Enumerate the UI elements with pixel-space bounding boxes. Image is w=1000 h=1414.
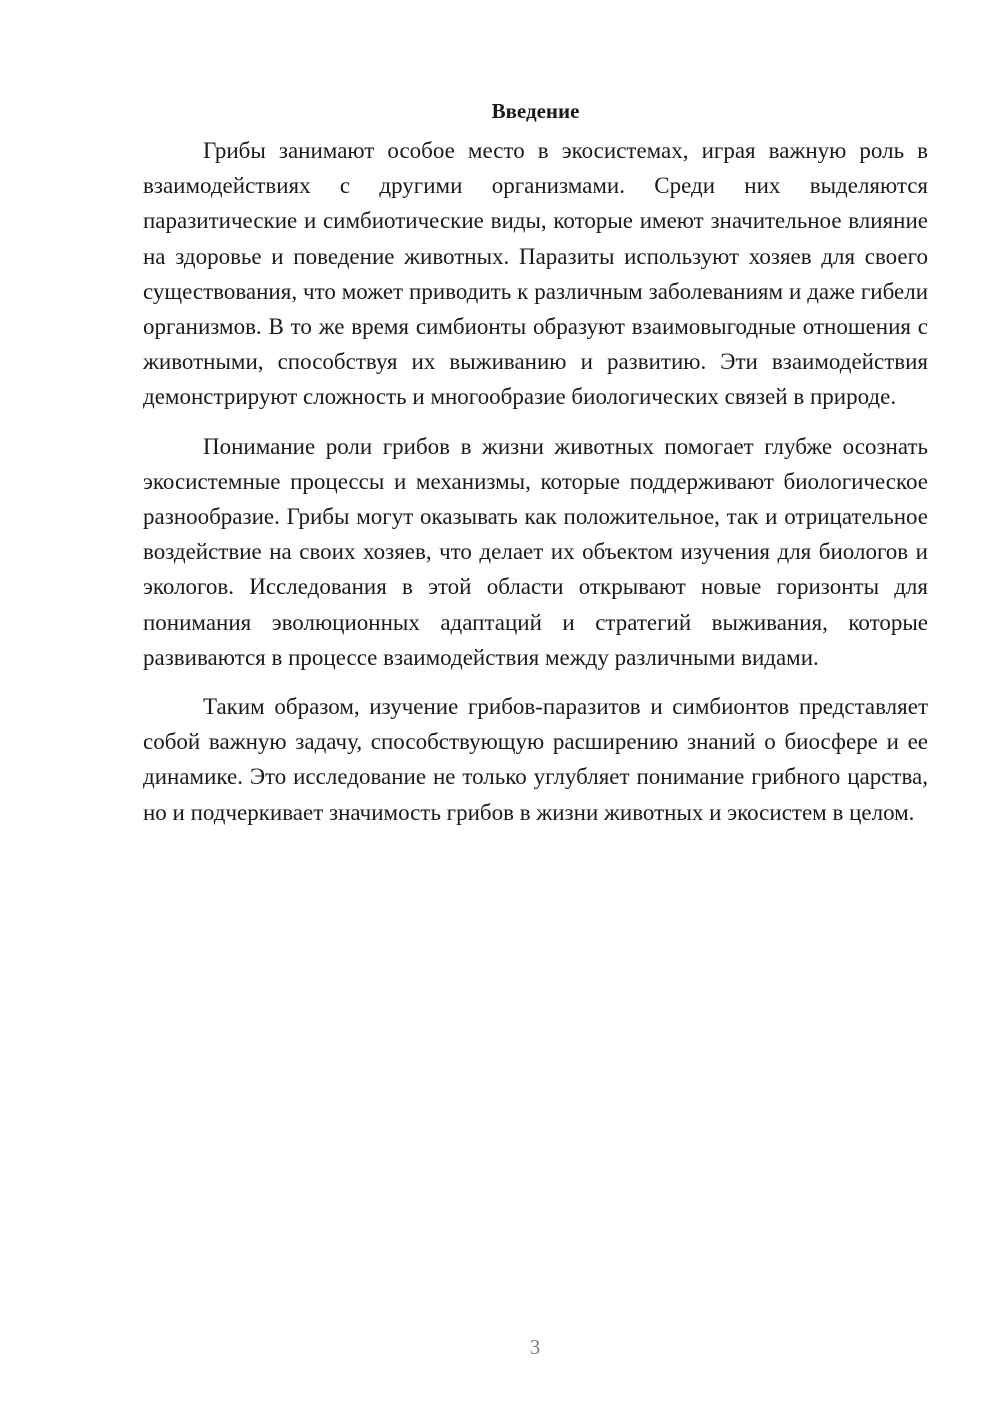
page-number: 3 [529, 1335, 541, 1359]
page-content [143, 96, 928, 830]
section-heading: Введение [491, 99, 580, 123]
paragraph-3: Таким образом, изучение грибов-паразитов и симбионтов представляет собой важную задачу, способствующую расширению знаний о биосфере и ее динамике. Это исследование не только углубляет понимание грибного царства, но и подчеркивает значимость грибов в жизни животных и экосистем в целом. [143, 694, 928, 825]
paragraph-2: Понимание роли грибов в жизни животных помогает глубже осознать экосистемные процессы и механизмы, которые поддерживают биологическое разнообразие. Грибы могут оказывать как положительное, так и отрицательное воздействие на своих хозяев, что делает их объектом изучения для биологов и экологов. Исследования в этой области открывают новые горизонты для понимания эволюционных адаптаций и стратегий выживания, которые развиваются в процессе взаимодействия между различными видами. [143, 433, 928, 670]
paragraph-1: Грибы занимают особое место в экосистемах, играя важную роль в взаимодействиях с другими организмами. Среди них выделяются паразитические и симбиотические виды, которые имеют значительное влияние на здоровье и поведение животных. Паразиты используют хозяев для своего существования, что может приводить к различным заболеваниям и даже гибели организмов. В то же время симбионты образуют взаимовыгодные отношения с животными, способствуя их выживанию и развитию. Эти взаимодействия демонстрируют сложность и многообразие биологических связей в природе. [143, 138, 928, 410]
